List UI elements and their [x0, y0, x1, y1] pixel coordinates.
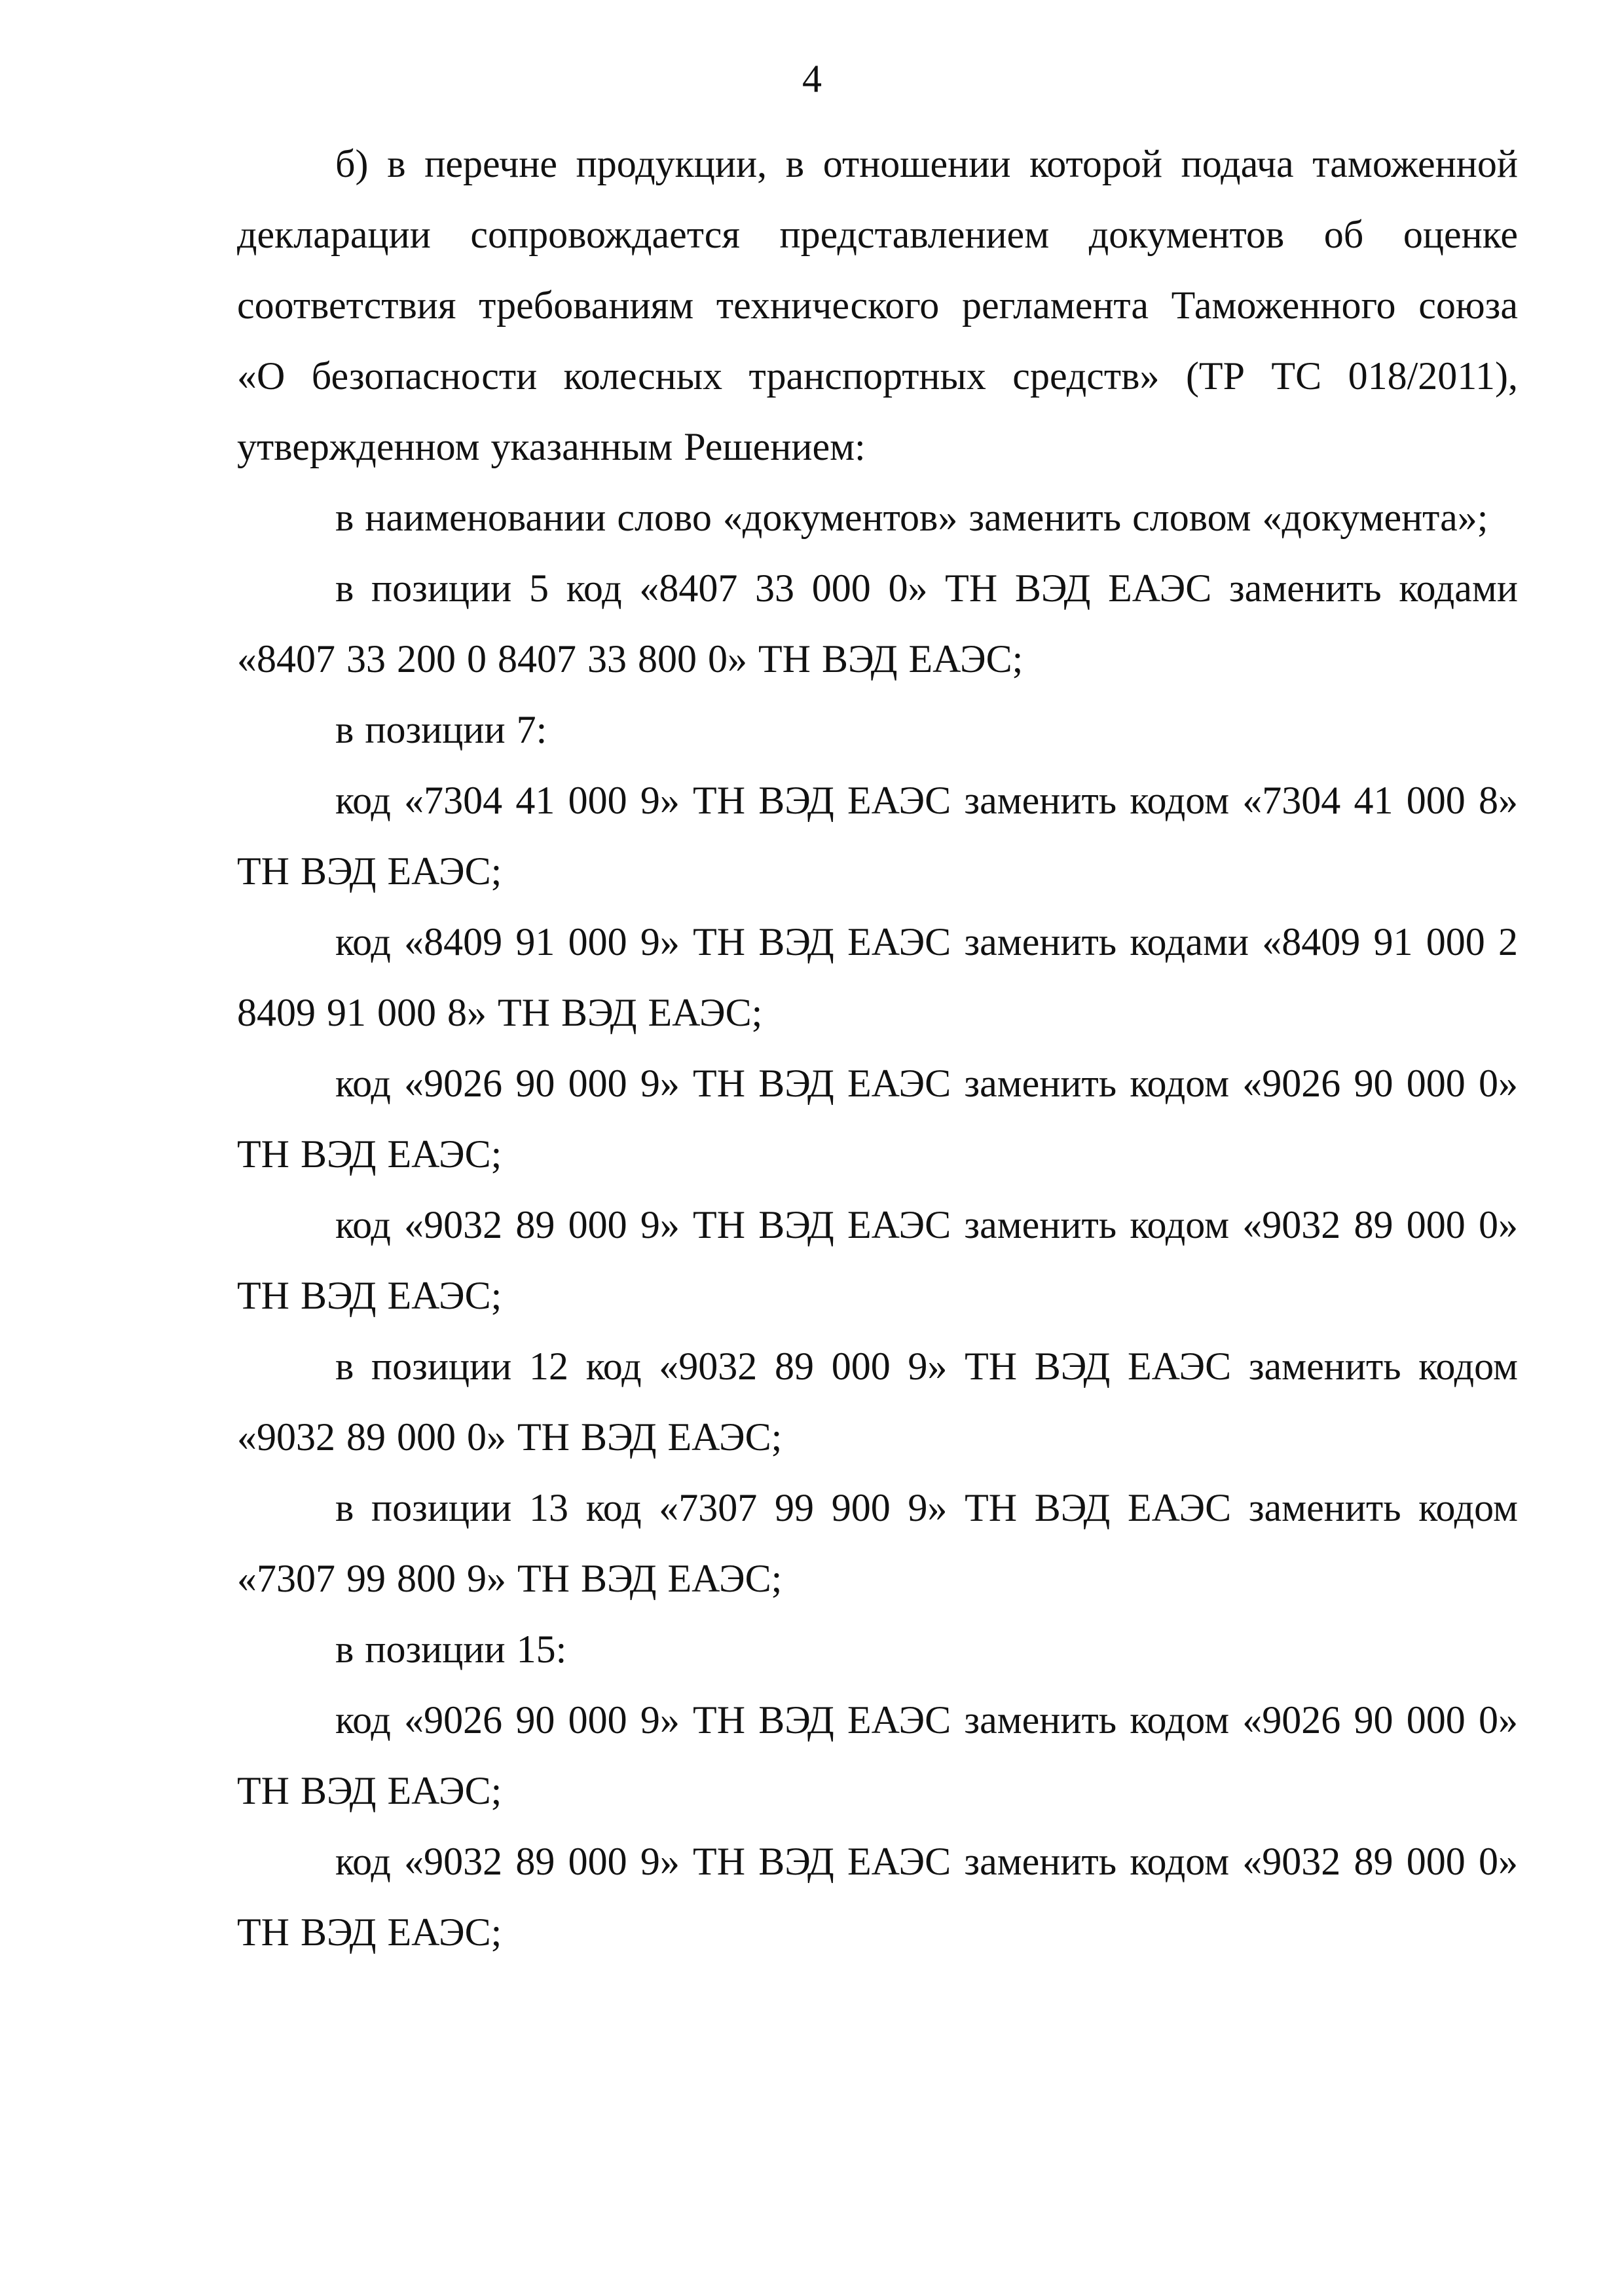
paragraph-position-7-code-7304: код «7304 41 000 9» ТН ВЭД ЕАЭС заменить кодом «7304 41 000 8» ТН ВЭД ЕАЭС;	[237, 779, 1518, 893]
paragraph-position-13: в позиции 13 код «7307 99 900 9» ТН ВЭД ЕАЭС заменить кодом «7307 99 800 9» ТН ВЭД ЕАЭС;	[237, 1486, 1518, 1600]
paragraph-intro: б) в перечне продукции, в отношении которой подача таможенной декларации сопровождается представлением документов об оценке соответствия требованиям технического регламента Таможенного союза «О безопасности колесных транспортных средств» (ТР ТС 018/2011), утвержденном указанным Решением:	[237, 142, 1518, 468]
paragraph-position-15-heading: в позиции 15:	[335, 1628, 567, 1671]
paragraph-name-change: в наименовании слово «документов» заменить словом «документа»;	[335, 496, 1488, 539]
page-number: 4	[802, 57, 822, 100]
paragraph-position-7-code-8409: код «8409 91 000 9» ТН ВЭД ЕАЭС заменить кодами «8409 91 000 2 8409 91 000 8» ТН ВЭД ЕАЭС;	[237, 920, 1518, 1034]
paragraph-position-15-code-9032: код «9032 89 000 9» ТН ВЭД ЕАЭС заменить кодом «9032 89 000 0» ТН ВЭД ЕАЭС;	[237, 1840, 1518, 1954]
paragraph-position-12: в позиции 12 код «9032 89 000 9» ТН ВЭД ЕАЭС заменить кодом «9032 89 000 0» ТН ВЭД ЕАЭС;	[237, 1345, 1518, 1459]
paragraph-position-7-heading: в позиции 7:	[335, 708, 547, 751]
paragraph-position-7-code-9026: код «9026 90 000 9» ТН ВЭД ЕАЭС заменить кодом «9026 90 000 0» ТН ВЭД ЕАЭС;	[237, 1062, 1518, 1176]
document-body	[237, 128, 1518, 1968]
paragraph-position-5: в позиции 5 код «8407 33 000 0» ТН ВЭД ЕАЭС заменить кодами «8407 33 200 0 8407 33 800 0» ТН ВЭД ЕАЭС;	[237, 567, 1518, 681]
paragraph-position-15-code-9026: код «9026 90 000 9» ТН ВЭД ЕАЭС заменить кодом «9026 90 000 0» ТН ВЭД ЕАЭС;	[237, 1698, 1518, 1812]
paragraph-position-7-code-9032: код «9032 89 000 9» ТН ВЭД ЕАЭС заменить кодом «9032 89 000 0» ТН ВЭД ЕАЭС;	[237, 1203, 1518, 1317]
